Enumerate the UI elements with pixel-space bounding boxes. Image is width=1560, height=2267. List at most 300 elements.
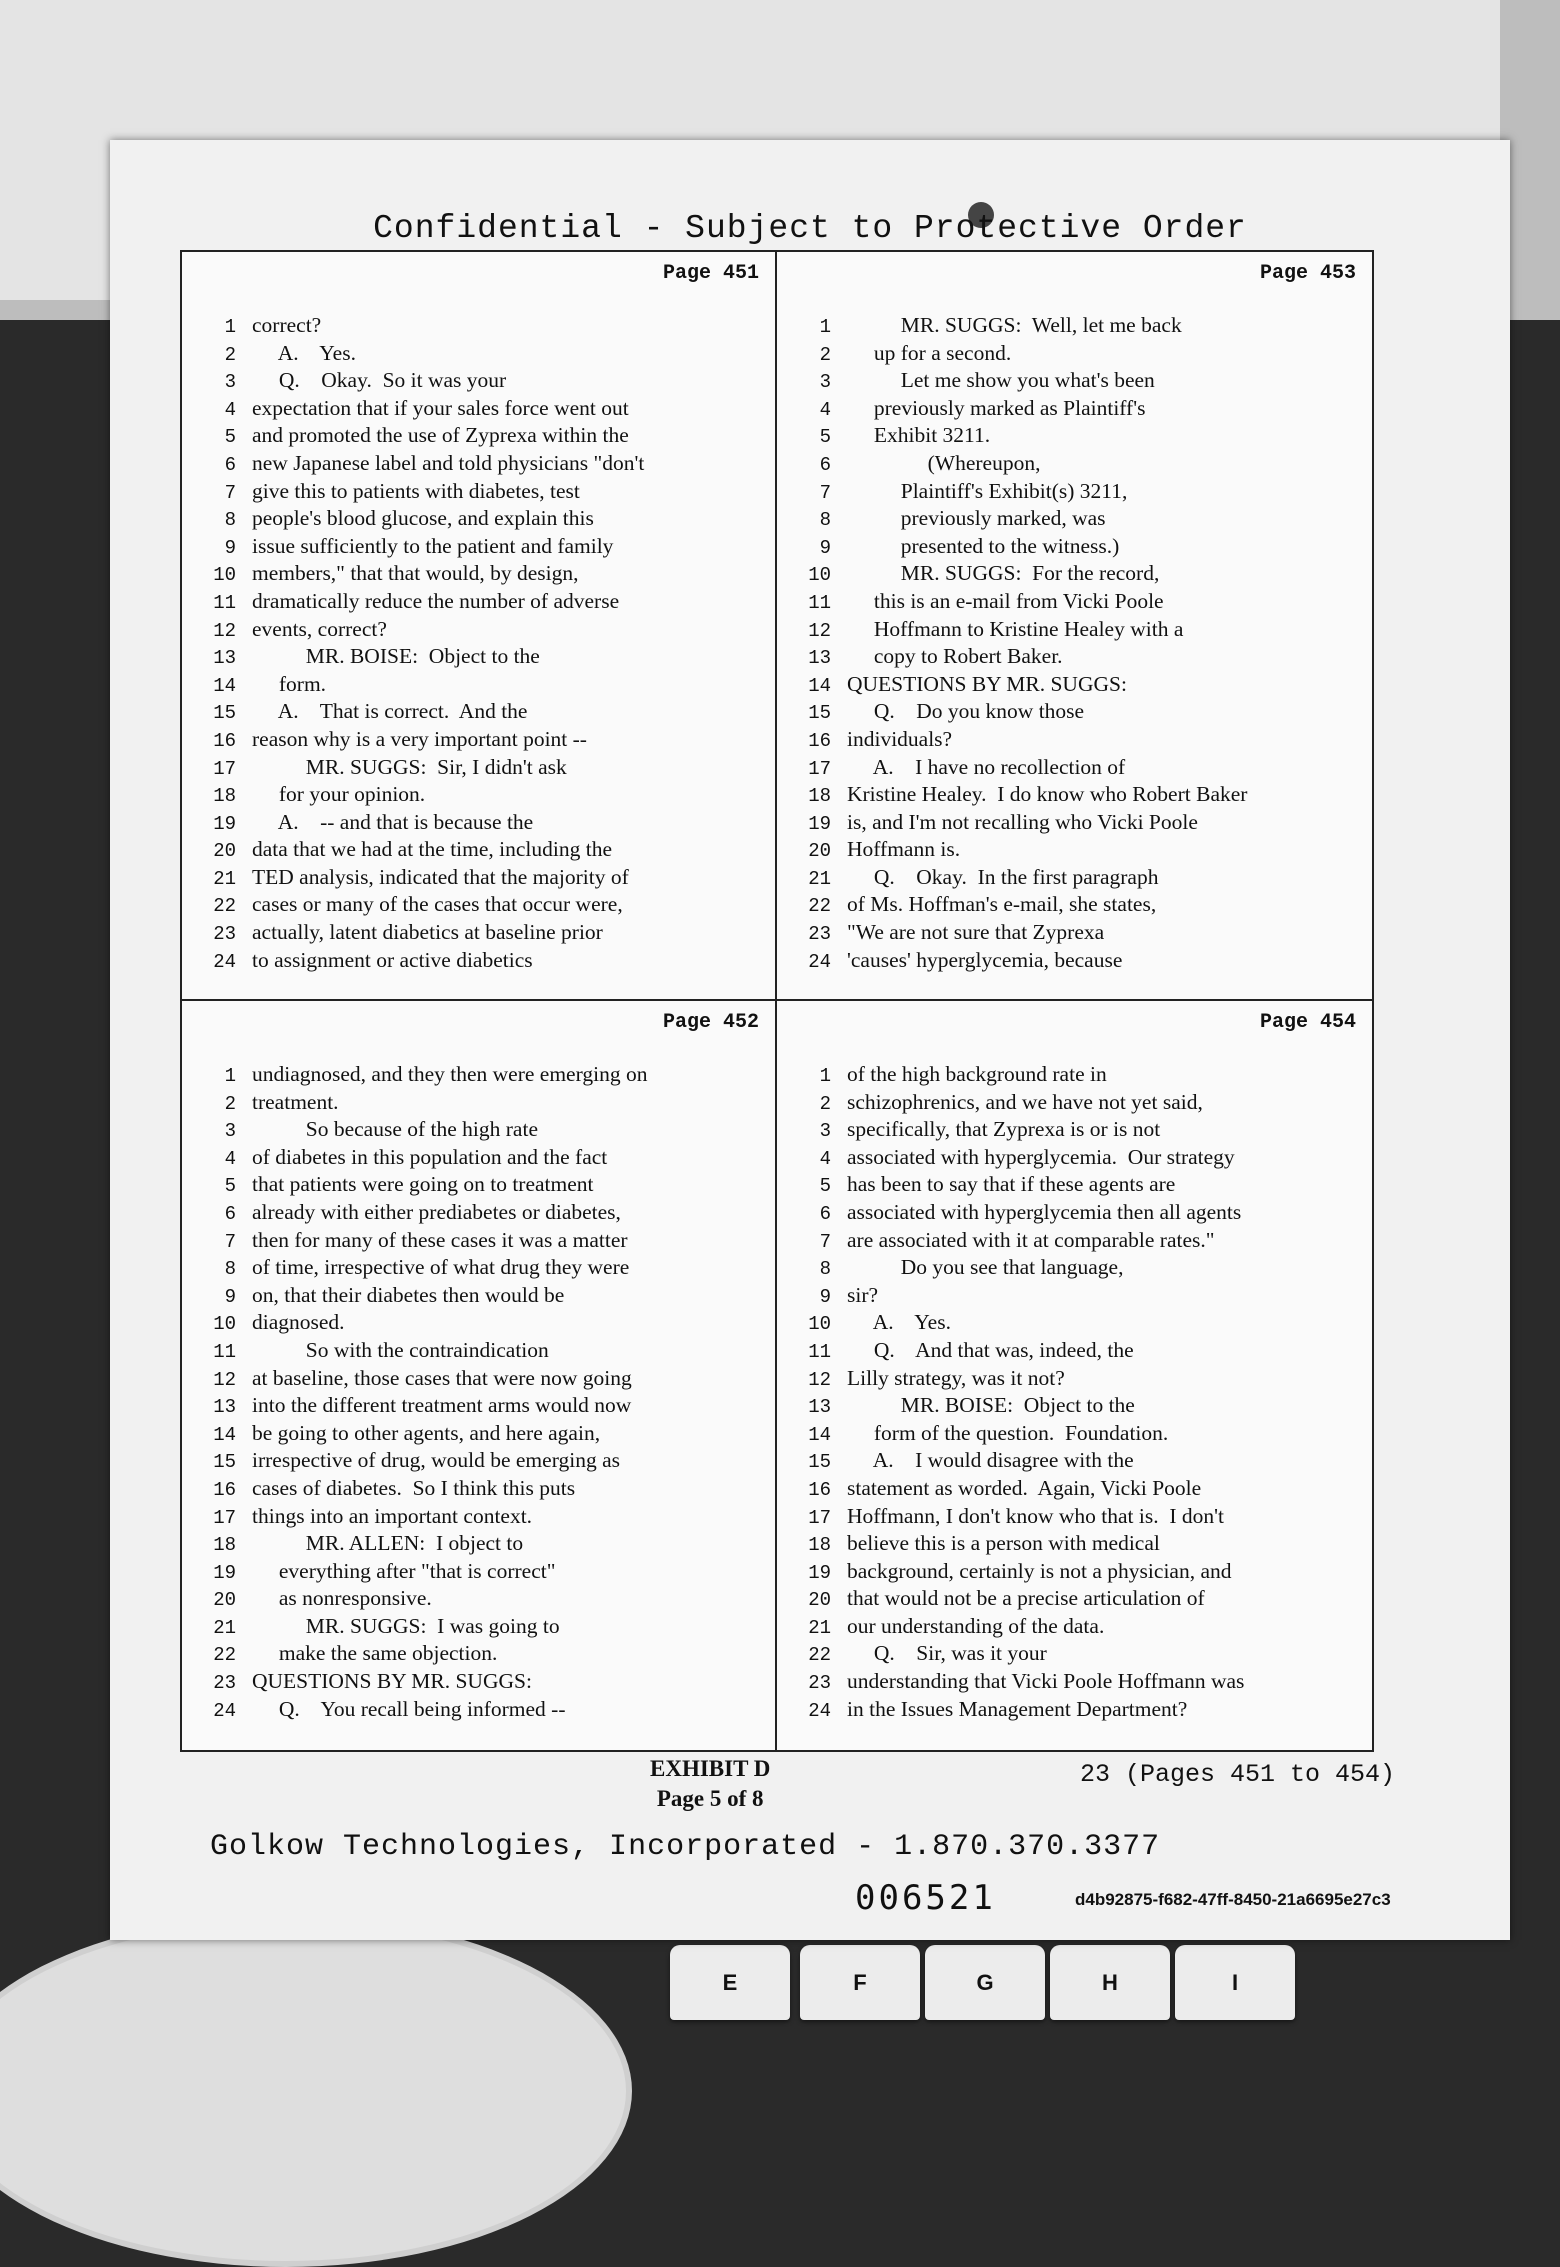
transcript-line [777, 1089, 1372, 1117]
line-text: Q. Do you know those [847, 699, 1085, 724]
line-number: 20 [213, 1589, 236, 1612]
line-text: of diabetes in this population and the fact [252, 1144, 608, 1169]
line-text: people's blood glucose, and explain this [252, 506, 594, 531]
line-number: 10 [808, 1313, 831, 1336]
line-number: 3 [819, 1120, 831, 1143]
line-text: TED analysis, indicated that the majority of [252, 864, 629, 889]
line-number: 15 [213, 1451, 236, 1474]
transcript-line [777, 1447, 1372, 1475]
line-text: MR. BOISE: Object to the [252, 644, 540, 669]
transcript-line [777, 1171, 1372, 1199]
tab-f[interactable]: F [800, 1945, 920, 2020]
line-number: 22 [213, 895, 236, 918]
line-text: understanding that Vicki Poole Hoffmann was [847, 1669, 1245, 1694]
transcript-line [182, 1309, 775, 1337]
line-text: statement as worded. Again, Vicki Poole [847, 1475, 1202, 1500]
line-text: actually, latent diabetics at baseline prior [252, 920, 603, 945]
line-text: MR. BOISE: Object to the [847, 1393, 1135, 1418]
line-number: 23 [213, 1672, 236, 1695]
line-text: Let me show you what's been [847, 368, 1155, 393]
transcript-line [182, 1254, 775, 1282]
page-number: Page 453 [1259, 262, 1356, 285]
transcript-line [777, 1365, 1372, 1393]
line-text: be going to other agents, and here again, [252, 1420, 601, 1445]
transcript-line [182, 533, 775, 561]
line-number: 9 [224, 1285, 236, 1308]
line-text: that patients were going on to treatment [252, 1172, 594, 1197]
line-number: 6 [819, 1202, 831, 1225]
transcript-line [777, 1392, 1372, 1420]
line-text: up for a second. [847, 340, 1012, 365]
line-text: schizophrenics, and we have not yet said, [847, 1089, 1203, 1114]
line-text: A. That is correct. And the [252, 699, 528, 724]
line-number: 8 [819, 509, 831, 532]
tab-e[interactable]: E [670, 1945, 790, 2020]
panel-page-453 [777, 252, 1372, 1001]
line-text: background, certainly is not a physician, and [847, 1558, 1232, 1583]
line-text: cases of diabetes. So I think this puts [252, 1475, 576, 1500]
line-number: 22 [213, 1644, 236, 1667]
transcript-line [182, 1337, 775, 1365]
line-number: 16 [213, 1478, 236, 1501]
transcript-line [182, 809, 775, 837]
document-page [110, 140, 1510, 1940]
line-number: 2 [819, 343, 831, 366]
transcript-line [777, 1116, 1372, 1144]
line-number: 24 [213, 1699, 236, 1722]
transcript-line [777, 1475, 1372, 1503]
line-number: 13 [213, 1396, 236, 1419]
tab-h[interactable]: H [1050, 1945, 1170, 2020]
line-number: 1 [224, 316, 236, 338]
line-number: 23 [808, 923, 831, 946]
transcript-line [777, 698, 1372, 726]
line-number: 24 [808, 1699, 831, 1722]
line-text: MR. SUGGS: I was going to [252, 1613, 560, 1638]
line-number: 16 [808, 729, 831, 752]
line-number: 20 [213, 840, 236, 863]
line-text: MR. ALLEN: I object to [252, 1531, 524, 1556]
line-text: specifically, that Zyprexa is or is not [847, 1117, 1161, 1142]
line-text: Q. Okay. In the first paragraph [847, 864, 1159, 889]
line-text: (Whereupon, [847, 450, 1041, 475]
transcript-line [777, 450, 1372, 478]
transcript-line [182, 1392, 775, 1420]
line-text: cases or many of the cases that occur were, [252, 892, 623, 917]
line-number: 12 [808, 619, 831, 642]
line-number: 17 [808, 1506, 831, 1529]
line-number: 20 [808, 840, 831, 863]
transcript-line [777, 726, 1372, 754]
line-number: 13 [213, 647, 236, 670]
transcript-line [182, 1447, 775, 1475]
line-text: copy to Robert Baker. [847, 644, 1063, 669]
line-text: our understanding of the data. [847, 1613, 1105, 1638]
line-text: of time, irrespective of what drug they were [252, 1255, 630, 1280]
line-text: Q. Sir, was it your [847, 1641, 1047, 1666]
line-number: 12 [213, 1368, 236, 1391]
index-tabs [670, 1945, 1390, 2045]
line-text: and promoted the use of Zyprexa within the [252, 423, 629, 448]
line-text: of the high background rate in [847, 1062, 1107, 1086]
line-number: 11 [808, 591, 831, 614]
transcript-line [777, 947, 1372, 975]
line-text: Plaintiff's Exhibit(s) 3211, [847, 478, 1128, 503]
line-number: 11 [213, 591, 236, 614]
line-number: 4 [224, 1147, 236, 1170]
line-text: Hoffmann is. [847, 837, 961, 862]
transcript-line [182, 478, 775, 506]
line-number: 9 [819, 1285, 831, 1308]
line-text: of Ms. Hoffman's e-mail, she states, [847, 892, 1157, 917]
line-number: 7 [819, 1230, 831, 1253]
line-number: 21 [808, 867, 831, 890]
transcript-line [182, 1171, 775, 1199]
page-number: Page 452 [662, 1011, 759, 1034]
line-number: 6 [819, 453, 831, 476]
transcript-line [777, 1061, 1372, 1089]
line-number: 19 [213, 812, 236, 835]
transcript-line [777, 395, 1372, 423]
line-text: 'causes' hyperglycemia, because [847, 947, 1123, 972]
line-number: 22 [808, 895, 831, 918]
line-number: 24 [213, 950, 236, 973]
line-text: Q. And that was, indeed, the [847, 1337, 1134, 1362]
transcript-line [777, 616, 1372, 644]
line-number: 1 [819, 316, 831, 338]
transcript-line [182, 891, 775, 919]
line-text: sir? [847, 1282, 879, 1307]
line-number: 1 [224, 1065, 236, 1087]
line-text: irrespective of drug, would be emerging as [252, 1448, 620, 1473]
transcript-line [182, 1282, 775, 1310]
document-hash: d4b92875-f682-47ff-8450-21a6695e27c3 [1075, 1890, 1391, 1909]
transcript-line [777, 1558, 1372, 1586]
line-number: 21 [808, 1616, 831, 1639]
line-text: new Japanese label and told physicians "don't [252, 450, 645, 475]
transcript-line [182, 1585, 775, 1613]
line-number: 7 [819, 481, 831, 504]
transcript-lines [777, 1061, 1372, 1723]
line-number: 5 [819, 1175, 831, 1198]
transcript-line [777, 781, 1372, 809]
panel-page-452 [182, 1001, 777, 1750]
transcript-line [777, 1668, 1372, 1696]
line-text: Kristine Healey. I do know who Robert Baker [847, 782, 1248, 807]
round-object [0, 1915, 632, 2267]
line-text: previously marked as Plaintiff's [847, 395, 1146, 420]
transcript-line [777, 1199, 1372, 1227]
confidential-header: Confidential - Subject to Protective Order [373, 210, 1247, 247]
line-text: A. Yes. [252, 340, 356, 365]
tab-g[interactable]: G [925, 1945, 1045, 2020]
transcript-line [182, 643, 775, 671]
line-text: correct? [252, 313, 322, 337]
transcript-line [777, 1696, 1372, 1724]
line-text: at baseline, those cases that were now going [252, 1365, 632, 1390]
line-text: reason why is a very important point -- [252, 726, 587, 751]
transcript-line [777, 1144, 1372, 1172]
line-text: associated with hyperglycemia. Our strategy [847, 1144, 1235, 1169]
line-text: undiagnosed, and they then were emerging on [252, 1062, 648, 1086]
transcript-line [777, 560, 1372, 588]
line-number: 12 [808, 1368, 831, 1391]
line-number: 20 [808, 1589, 831, 1612]
line-number: 9 [224, 536, 236, 559]
transcript-line [182, 947, 775, 975]
line-text: things into an important context. [252, 1503, 533, 1528]
line-number: 10 [808, 564, 831, 587]
line-text: QUESTIONS BY MR. SUGGS: [252, 1669, 532, 1694]
line-number: 14 [808, 674, 831, 697]
line-number: 2 [819, 1092, 831, 1115]
transcript-line [777, 643, 1372, 671]
line-number: 3 [224, 371, 236, 394]
line-number: 14 [213, 1423, 236, 1446]
line-number: 8 [224, 509, 236, 532]
transcript-line [182, 1420, 775, 1448]
line-number: 3 [819, 371, 831, 394]
transcript-line [182, 395, 775, 423]
line-text: previously marked, was [847, 506, 1106, 531]
line-number: 11 [213, 1340, 236, 1363]
panel-page-454 [777, 1001, 1372, 1750]
line-text: Q. Okay. So it was your [252, 368, 507, 393]
line-number: 5 [224, 426, 236, 449]
tab-i[interactable]: I [1175, 1945, 1295, 2020]
line-text: is, and I'm not recalling who Vicki Poole [847, 809, 1198, 834]
line-text: has been to say that if these agents are [847, 1172, 1176, 1197]
line-number: 18 [808, 1534, 831, 1557]
line-text: members," that that would, by design, [252, 561, 579, 586]
line-text: A. -- and that is because the [252, 809, 534, 834]
transcript-line [777, 1530, 1372, 1558]
transcript-line [182, 1089, 775, 1117]
line-number: 13 [808, 647, 831, 670]
transcript-lines [777, 312, 1372, 974]
line-number: 4 [224, 398, 236, 421]
line-number: 23 [213, 923, 236, 946]
line-number: 2 [224, 1092, 236, 1115]
line-number: 19 [808, 812, 831, 835]
line-number: 4 [819, 398, 831, 421]
line-number: 23 [808, 1672, 831, 1695]
line-text: this is an e-mail from Vicki Poole [847, 588, 1164, 613]
line-number: 8 [819, 1258, 831, 1281]
transcript-line [777, 588, 1372, 616]
line-text: form. [252, 671, 327, 696]
line-text: on, that their diabetes then would be [252, 1282, 565, 1307]
transcript-line [182, 616, 775, 644]
line-number: 16 [213, 729, 236, 752]
transcript-line [777, 1227, 1372, 1255]
line-number: 15 [808, 702, 831, 725]
line-text: A. I would disagree with the [847, 1448, 1134, 1473]
line-text: form of the question. Foundation. [847, 1420, 1169, 1445]
line-text: as nonresponsive. [252, 1586, 432, 1611]
transcript-line [182, 1503, 775, 1531]
line-text: A. I have no recollection of [847, 754, 1126, 779]
line-text: diagnosed. [252, 1310, 345, 1335]
line-text: presented to the witness.) [847, 533, 1120, 558]
line-number: 18 [808, 785, 831, 808]
line-text: MR. SUGGS: Sir, I didn't ask [252, 754, 567, 779]
line-number: 5 [224, 1175, 236, 1198]
line-number: 17 [213, 757, 236, 780]
line-text: "We are not sure that Zyprexa [847, 920, 1105, 945]
line-text: associated with hyperglycemia then all agents [847, 1199, 1242, 1224]
line-number: 7 [224, 481, 236, 504]
line-number: 13 [808, 1396, 831, 1419]
line-number: 3 [224, 1120, 236, 1143]
line-text: already with either prediabetes or diabetes, [252, 1199, 621, 1224]
transcript-line [182, 1668, 775, 1696]
transcript-line [182, 1640, 775, 1668]
line-text: Do you see that language, [847, 1255, 1124, 1280]
page-number: Page 451 [662, 262, 759, 285]
line-text: give this to patients with diabetes, test [252, 478, 580, 503]
line-number: 10 [213, 564, 236, 587]
transcript-line [182, 505, 775, 533]
line-number: 8 [224, 1258, 236, 1281]
transcript-line [182, 1227, 775, 1255]
transcript-line [777, 836, 1372, 864]
transcript-line [777, 533, 1372, 561]
transcript-line [182, 1199, 775, 1227]
transcript-line [182, 1144, 775, 1172]
line-text: expectation that if your sales force went out [252, 395, 629, 420]
transcript-line [182, 450, 775, 478]
panel-page-451 [182, 252, 777, 1001]
transcript-line [182, 1530, 775, 1558]
line-number: 21 [213, 1616, 236, 1639]
line-number: 12 [213, 619, 236, 642]
line-number: 17 [213, 1506, 236, 1529]
transcript-line [777, 809, 1372, 837]
line-text: So with the contraindication [252, 1337, 549, 1362]
line-number: 18 [213, 1534, 236, 1557]
transcript-line [182, 1475, 775, 1503]
transcript-line [777, 1309, 1372, 1337]
transcript-line [182, 1061, 775, 1089]
transcript-line [182, 340, 775, 368]
transcript-line [777, 891, 1372, 919]
line-text: dramatically reduce the number of adverse [252, 588, 620, 613]
line-text: MR. SUGGS: Well, let me back [847, 313, 1182, 337]
line-text: for your opinion. [252, 782, 426, 807]
transcript-line [182, 726, 775, 754]
transcript-lines [182, 312, 775, 974]
line-text: in the Issues Management Department? [847, 1696, 1188, 1721]
transcript-line [777, 1337, 1372, 1365]
transcript-line [182, 698, 775, 726]
line-text: issue sufficiently to the patient and family [252, 533, 614, 558]
transcript-line [777, 340, 1372, 368]
line-number: 15 [213, 702, 236, 725]
transcript-line [182, 864, 775, 892]
line-text: individuals? [847, 726, 953, 751]
transcript-line [777, 367, 1372, 395]
exhibit-label [650, 1754, 770, 1814]
line-number: 2 [224, 343, 236, 366]
transcript-line [777, 1420, 1372, 1448]
exhibit-title: EXHIBIT D [650, 1756, 771, 1781]
transcript-line [777, 422, 1372, 450]
line-text: Exhibit 3211. [847, 423, 991, 448]
line-number: 14 [213, 674, 236, 697]
line-text: are associated with it at comparable rates." [847, 1227, 1215, 1252]
transcript-line [182, 754, 775, 782]
transcript-line [182, 671, 775, 699]
transcript-line [777, 1254, 1372, 1282]
transcript-line [182, 588, 775, 616]
transcript-line [182, 422, 775, 450]
line-number: 10 [213, 1313, 236, 1336]
transcript-line [777, 478, 1372, 506]
line-number: 21 [213, 867, 236, 890]
page-number: Page 454 [1259, 1011, 1356, 1034]
transcript-line [182, 367, 775, 395]
line-text: then for many of these cases it was a matter [252, 1227, 628, 1252]
line-text: Hoffmann to Kristine Healey with a [847, 616, 1184, 641]
transcript-line [777, 1585, 1372, 1613]
line-number: 5 [819, 426, 831, 449]
transcript-line [182, 312, 775, 340]
transcript-line [777, 671, 1372, 699]
transcript-grid [180, 250, 1374, 1752]
transcript-line [182, 1613, 775, 1641]
transcript-lines [182, 1061, 775, 1723]
line-number: 15 [808, 1451, 831, 1474]
transcript-line [777, 312, 1372, 340]
line-number: 19 [213, 1561, 236, 1584]
transcript-line [777, 1640, 1372, 1668]
line-text: Hoffmann, I don't know who that is. I don't [847, 1503, 1224, 1528]
company-line: Golkow Technologies, Incorporated - 1.870.370.3377 [210, 1830, 1161, 1864]
line-number: 1 [819, 1065, 831, 1087]
line-number: 16 [808, 1478, 831, 1501]
transcript-line [182, 1116, 775, 1144]
line-text: Q. You recall being informed -- [252, 1696, 566, 1721]
line-text: Lilly strategy, was it not? [847, 1365, 1065, 1390]
transcript-line [777, 864, 1372, 892]
exhibit-page: Page 5 of 8 [656, 1786, 764, 1811]
line-number: 22 [808, 1644, 831, 1667]
line-text: A. Yes. [847, 1310, 951, 1335]
line-number: 7 [224, 1230, 236, 1253]
line-number: 4 [819, 1147, 831, 1170]
line-text: MR. SUGGS: For the record, [847, 561, 1160, 586]
line-text: believe this is a person with medical [847, 1531, 1160, 1556]
transcript-line [777, 1613, 1372, 1641]
line-text: make the same objection. [252, 1641, 498, 1666]
line-text: data that we had at the time, including the [252, 837, 613, 862]
line-number: 9 [819, 536, 831, 559]
pages-reference: 23 (Pages 451 to 454) [1079, 1760, 1395, 1789]
line-text: So because of the high rate [252, 1117, 538, 1142]
line-number: 24 [808, 950, 831, 973]
line-number: 18 [213, 785, 236, 808]
bates-number: 006521 [855, 1878, 996, 1918]
line-text: that would not be a precise articulation of [847, 1586, 1205, 1611]
transcript-line [777, 1503, 1372, 1531]
line-number: 14 [808, 1423, 831, 1446]
line-text: to assignment or active diabetics [252, 947, 533, 972]
transcript-line [182, 1365, 775, 1393]
transcript-line [182, 1558, 775, 1586]
transcript-line [182, 560, 775, 588]
line-number: 17 [808, 757, 831, 780]
